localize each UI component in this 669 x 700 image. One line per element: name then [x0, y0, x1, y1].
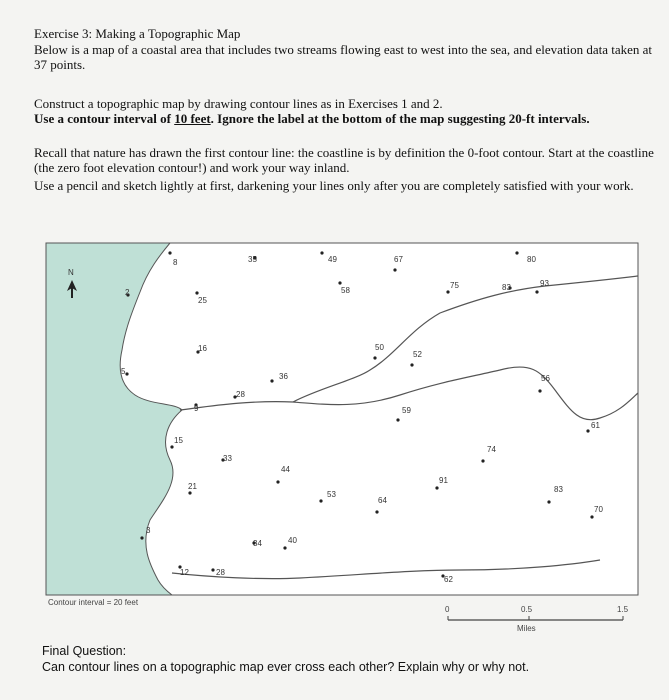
- elevation-label: 93: [540, 279, 549, 288]
- elevation-dot: [338, 281, 341, 284]
- elevation-dot: [547, 500, 550, 503]
- elevation-label: 80: [527, 255, 536, 264]
- exercise-intro: Below is a map of a coastal area that includes two streams flowing east to west into the sea, and elevation data taken at 37 points.: [34, 42, 653, 72]
- elevation-label: 52: [413, 350, 422, 359]
- elevation-label: 56: [541, 374, 550, 383]
- elevation-dot: [211, 568, 214, 571]
- elevation-label: 36: [279, 372, 288, 381]
- instruction-construct: Construct a topographic map by drawing contour lines as in Exercises 1 and 2.: [34, 96, 443, 111]
- elevation-dot: [188, 491, 191, 494]
- elevation-label: 49: [328, 255, 337, 264]
- elevation-dot: [515, 251, 518, 254]
- elevation-label: 15: [174, 436, 183, 445]
- elevation-dot: [535, 290, 538, 293]
- elevation-label: 50: [375, 343, 384, 352]
- elevation-label: 75: [450, 281, 459, 290]
- elevation-label: 5: [121, 367, 126, 376]
- elevation-label: 91: [439, 476, 448, 485]
- north-label: N: [68, 268, 74, 277]
- elevation-dot: [320, 251, 323, 254]
- elevation-label: 9: [194, 404, 199, 413]
- elevation-dot: [375, 510, 378, 513]
- interval-value: 10 feet: [174, 111, 211, 126]
- elevation-dot: [319, 499, 322, 502]
- elevation-label: 83: [554, 485, 563, 494]
- final-question-label: Final Question:: [42, 644, 127, 658]
- elevation-label: 53: [327, 490, 336, 499]
- elevation-label: 12: [180, 568, 189, 577]
- elevation-dot: [283, 546, 286, 549]
- elevation-dot: [481, 459, 484, 462]
- elevation-label: 28: [236, 390, 245, 399]
- elevation-label: 25: [198, 296, 207, 305]
- elevation-label: 8: [173, 258, 178, 267]
- elevation-label: 34: [253, 539, 262, 548]
- elevation-dot: [140, 536, 143, 539]
- instruction-pencil: Use a pencil and sketch lightly at first, darkening your lines only after you are completely satisfied with your work.: [34, 178, 634, 193]
- elevation-label: 67: [394, 255, 403, 264]
- elevation-dot: [590, 515, 593, 518]
- elevation-label: 83: [502, 283, 511, 292]
- interval-text-a: Use a contour interval of: [34, 111, 175, 126]
- scale-label-15: 1.5: [617, 605, 629, 614]
- elevation-dot: [168, 251, 171, 254]
- elevation-dot: [586, 429, 589, 432]
- elevation-label: 58: [341, 286, 350, 295]
- elevation-label: 28: [216, 568, 225, 577]
- elevation-dot: [396, 418, 399, 421]
- elevation-dot: [276, 480, 279, 483]
- elevation-dot: [410, 363, 413, 366]
- exercise-title: Exercise 3: Making a Topographic Map: [34, 26, 241, 41]
- elevation-label: 3: [146, 526, 151, 535]
- elevation-dot: [435, 486, 438, 489]
- elevation-label: 33: [223, 454, 232, 463]
- instruction-coastline: Recall that nature has drawn the first contour line: the coastline is by definition the 0-foot contour. Start at the coastline (the zero foot elevation contour!) and work your way inland.: [34, 145, 654, 175]
- elevation-dot: [125, 372, 128, 375]
- elevation-label: 70: [594, 505, 603, 514]
- elevation-dot: [373, 356, 376, 359]
- elevation-label: 40: [288, 536, 297, 545]
- elevation-label: 44: [281, 465, 290, 474]
- final-question-text: Can contour lines on a topographic map ever cross each other? Explain why or why not.: [42, 660, 530, 674]
- elevation-dot: [170, 445, 173, 448]
- elevation-dot: [195, 291, 198, 294]
- elevation-dot: [538, 389, 541, 392]
- elevation-label: 21: [188, 482, 197, 491]
- elevation-label: 2: [125, 288, 130, 297]
- elevation-label: 59: [402, 406, 411, 415]
- elevation-label: 61: [591, 421, 600, 430]
- elevation-label: 35: [248, 255, 257, 264]
- elevation-label: 16: [198, 344, 207, 353]
- elevation-dot: [393, 268, 396, 271]
- contour-interval-label: Contour interval = 20 feet: [48, 598, 139, 607]
- scale-label-0: 0: [445, 605, 450, 614]
- scale-label-05: 0.5: [521, 605, 533, 614]
- elevation-label: 74: [487, 445, 496, 454]
- elevation-dot: [270, 379, 273, 382]
- elevation-label: 62: [444, 575, 453, 584]
- interval-text-b: . Ignore the label at the bottom of the map suggesting 20-ft intervals.: [210, 111, 590, 126]
- elevation-label: 64: [378, 496, 387, 505]
- scale-unit: Miles: [517, 624, 536, 633]
- elevation-dot: [446, 290, 449, 293]
